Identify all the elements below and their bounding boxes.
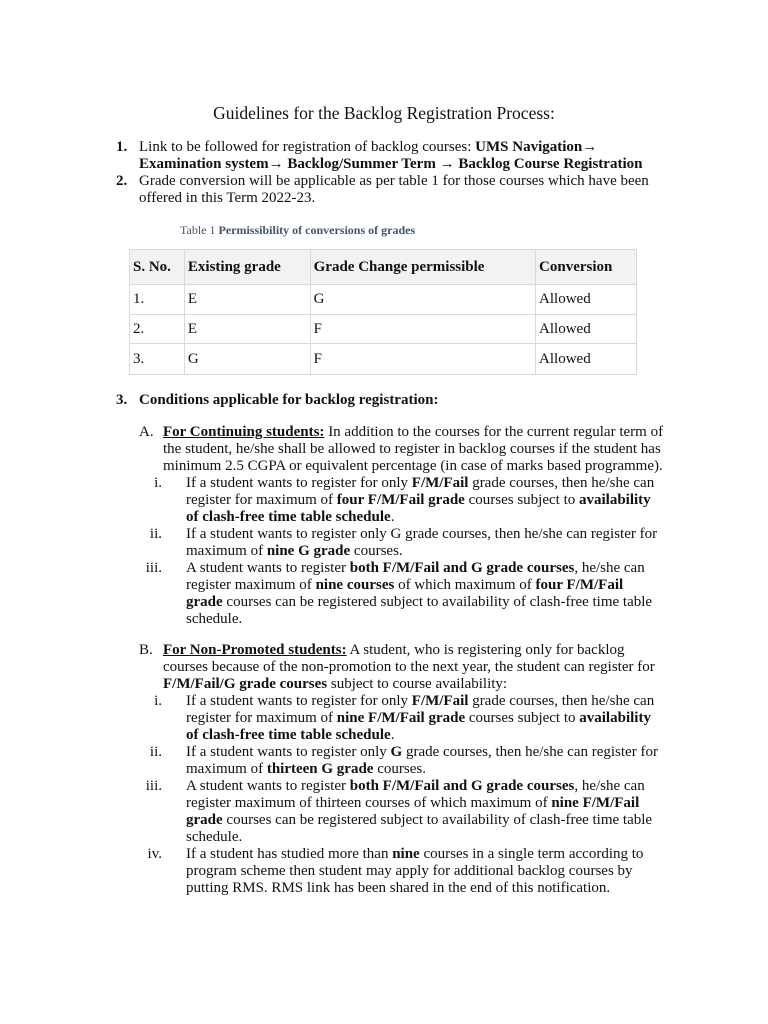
table-cell: F xyxy=(310,344,535,375)
table-caption: Table 1 Permissibility of conversions of grades xyxy=(180,223,416,237)
section-a-i-line-2: register for maximum of four F/M/Fail grade courses subject to availability xyxy=(186,492,651,508)
section-a-iii-line-2: register maximum of nine courses of which maximum of four F/M/Fail xyxy=(186,577,624,593)
section-b-i-line-2: register for maximum of nine F/M/Fail grade courses subject to availability xyxy=(186,710,651,726)
section-a-letter: A. xyxy=(139,424,154,440)
section-a-i-number: i. xyxy=(154,475,162,491)
section-b-iv-line-2: program scheme then student may apply for additional backlog courses by xyxy=(186,863,633,879)
section-b-iii-line-3: grade courses can be registered subject to availability of clash-free time table xyxy=(186,812,653,828)
table-header-cell: S. No. xyxy=(130,250,185,285)
table-cell: 2. xyxy=(130,315,185,344)
section-b-iii-line-4: schedule. xyxy=(186,829,243,845)
table-cell: Allowed xyxy=(536,315,637,344)
section-b-ii-number: ii. xyxy=(149,744,162,760)
section-b-iv-line-3: putting RMS. RMS link has been shared in the end of this notification. xyxy=(186,880,611,896)
table-cell: G xyxy=(310,285,535,315)
grades-table xyxy=(129,249,637,375)
item-3-heading: Conditions applicable for backlog registration: xyxy=(139,392,439,408)
item-2-number: 2. xyxy=(116,173,128,189)
table-cell: E xyxy=(184,315,310,344)
table-cell: G xyxy=(184,344,310,375)
section-b-iii-number: iii. xyxy=(145,778,162,794)
section-a-ii-line-2: maximum of nine G grade courses. xyxy=(186,543,403,559)
section-a-i-line-1: If a student wants to register for only F/M/Fail grade courses, then he/she can xyxy=(186,475,655,491)
section-a-line-1: For Continuing students: In addition to the courses for the current regular term of xyxy=(163,424,664,440)
table-header-cell: Existing grade xyxy=(184,250,310,285)
item-2-line-2: offered in this Term 2022-23. xyxy=(139,190,316,206)
item-2-line-1: Grade conversion will be applicable as per table 1 for those courses which have been xyxy=(139,173,649,189)
section-b-iii-line-1: A student wants to register both F/M/Fail and G grade courses, he/she can xyxy=(186,778,645,794)
section-b-ii-line-2: maximum of thirteen G grade courses. xyxy=(186,761,426,777)
section-a-iii-line-3: grade courses can be registered subject to availability of clash-free time table xyxy=(186,594,653,610)
table-row xyxy=(130,344,637,375)
table-row xyxy=(130,285,637,315)
table-cell: E xyxy=(184,285,310,315)
section-b-letter: B. xyxy=(139,642,153,658)
section-b-line-3: F/M/Fail/G grade courses subject to course availability: xyxy=(163,676,508,692)
table-cell: Allowed xyxy=(536,344,637,375)
section-b-line-1: For Non-Promoted students: A student, who is registering only for backlog xyxy=(163,642,625,658)
section-a-iii-line-4: schedule. xyxy=(186,611,243,627)
section-b-iii-line-2: register maximum of thirteen courses of which maximum of nine F/M/Fail xyxy=(186,795,640,811)
item-1-navigation-path: Examination system→ Backlog/Summer Term → Backlog Course Registration xyxy=(139,156,643,172)
item-3-number: 3. xyxy=(116,392,128,408)
section-b-i-line-3: of clash-free time table schedule. xyxy=(186,727,395,743)
item-1-number: 1. xyxy=(116,139,128,155)
section-a-iii-line-1: A student wants to register both F/M/Fail and G grade courses, he/she can xyxy=(186,560,645,576)
section-b-i-number: i. xyxy=(154,693,162,709)
table-header-cell: Grade Change permissible xyxy=(310,250,535,285)
table-row xyxy=(130,315,637,344)
section-b-ii-line-1: If a student wants to register only G grade courses, then he/she can register for xyxy=(186,744,658,760)
section-a-i-line-3: of clash-free time table schedule. xyxy=(186,509,395,525)
section-a-ii-number: ii. xyxy=(149,526,162,542)
table-cell: F xyxy=(310,315,535,344)
table-cell: Allowed xyxy=(536,285,637,315)
section-b-iv-number: iv. xyxy=(147,846,162,862)
item-1-text: Link to be followed for registration of backlog courses: UMS Navigation→ xyxy=(139,139,598,155)
section-a-ii-line-1: If a student wants to register only G grade courses, then he/she can register for xyxy=(186,526,658,542)
section-b-line-2: courses because of the non-promotion to the next year, the student can register for xyxy=(163,659,655,675)
section-a-line-2: the student, he/she shall be allowed to register in backlog courses if the student has xyxy=(163,441,661,457)
page-title: Guidelines for the Backlog Registration Process: xyxy=(213,103,555,123)
section-b-iv-line-1: If a student has studied more than nine courses in a single term according to xyxy=(186,846,644,862)
table-header-row xyxy=(130,250,637,285)
table-cell: 3. xyxy=(130,344,185,375)
section-a-iii-number: iii. xyxy=(145,560,162,576)
table-header-cell: Conversion xyxy=(536,250,637,285)
section-a-line-3: minimum 2.5 CGPA or equivalent percentage (in case of marks based programme). xyxy=(163,458,663,474)
table-cell: 1. xyxy=(130,285,185,315)
section-b-i-line-1: If a student wants to register for only F/M/Fail grade courses, then he/she can xyxy=(186,693,655,709)
